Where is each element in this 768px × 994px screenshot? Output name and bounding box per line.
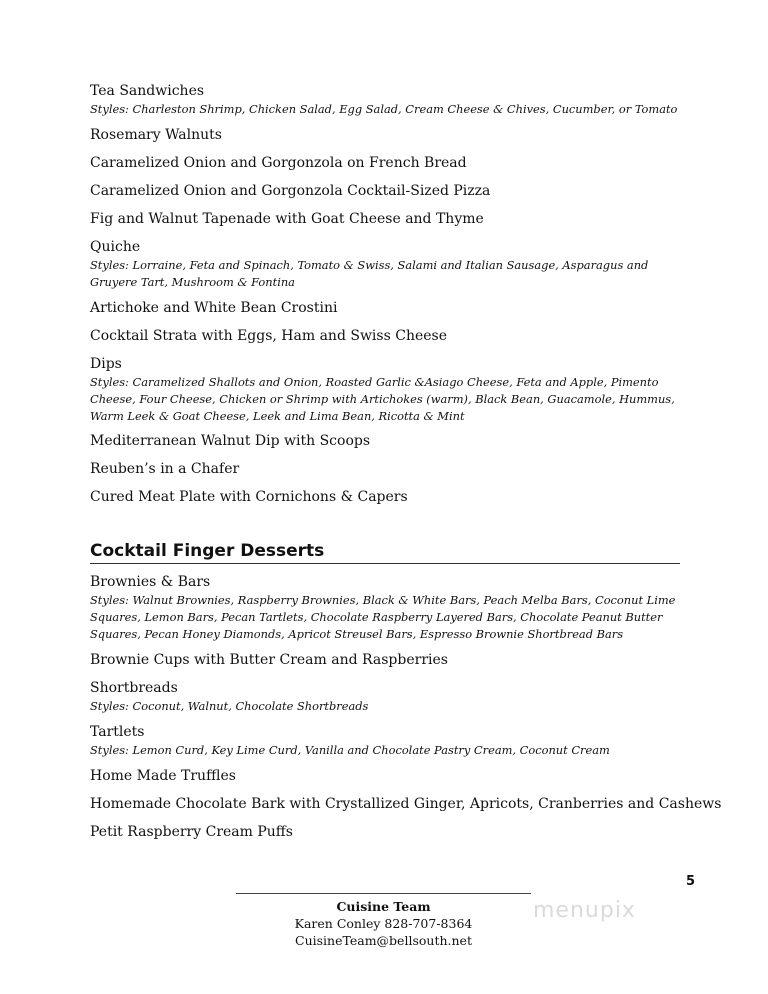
menu-item-chocolate-bark — [90, 795, 722, 813]
footer-email: CuisineTeam@bellsouth.net — [295, 933, 472, 948]
menu-item-cream-puffs — [90, 823, 690, 841]
menu-item-shortbreads — [90, 679, 690, 715]
menu-item-quiche — [90, 238, 690, 291]
footer-divider — [236, 893, 531, 894]
footer-team-name: Cuisine Team — [336, 899, 431, 914]
menu-item-name: Caramelized Onion and Gorgonzola Cocktail-Sized Pizza — [90, 183, 491, 199]
menu-item-styles: Styles: Caramelized Shallots and Onion, Roasted Garlic &Asiago Cheese, Feta and Apple, Pimento Cheese, Four Cheese, Chicken or Shrimp with Artichokes (warm), Black Bean, Guacamole, Hummus, Warm Leek & Goat Cheese, Leek and Lima Bean, Ricotta & Mint — [90, 375, 675, 423]
watermark-logo: menupix — [533, 898, 636, 923]
menu-item-artichoke-crostini — [90, 299, 690, 317]
menu-item-name: Home Made Truffles — [90, 768, 236, 784]
menu-item-name: Homemade Chocolate Bark with Crystallized Ginger, Apricots, Cranberries and Cashews — [90, 796, 722, 812]
menu-item-name: Petit Raspberry Cream Puffs — [90, 824, 293, 840]
menu-item-cured-meat-plate — [90, 488, 690, 506]
menu-item-brownie-cups — [90, 651, 690, 669]
menu-item-tartlets — [90, 723, 690, 759]
page-number: 5 — [686, 874, 696, 889]
menu-item-styles: Styles: Walnut Brownies, Raspberry Brownies, Black & White Bars, Peach Melba Bars, Coconut Lime Squares, Lemon Bars, Pecan Tartlets, Chocolate Raspberry Layered Bars, Chocolate Peanut Butter Squares, Pecan Honey Diamonds, Apricot Streusel Bars, Espresso Brownie Shortbread Bars — [90, 593, 676, 641]
menu-item-name: Rosemary Walnuts — [90, 127, 222, 143]
menu-item-name: Mediterranean Walnut Dip with Scoops — [90, 433, 371, 449]
menu-item-rosemary-walnuts — [90, 126, 690, 144]
menu-item-styles: Styles: Lemon Curd, Key Lime Curd, Vanilla and Chocolate Pastry Cream, Coconut Cream — [90, 743, 610, 757]
menu-item-name: Brownie Cups with Butter Cream and Raspberries — [90, 652, 448, 668]
menu-item-brownies-bars — [90, 573, 690, 643]
section-title-desserts: Cocktail Finger Desserts — [90, 540, 680, 564]
menu-item-styles: Styles: Coconut, Walnut, Chocolate Shortbreads — [90, 699, 369, 713]
footer-contact: Karen Conley 828-707-8364 — [294, 916, 473, 931]
menu-item-cocktail-strata — [90, 327, 690, 345]
menu-item-reubens — [90, 460, 690, 478]
menu-item-name: Brownies & Bars — [90, 574, 211, 590]
menu-item-name: Dips — [90, 356, 122, 372]
menu-item-onion-gorgonzola-pizza — [90, 182, 690, 200]
menu-item-name: Reuben’s in a Chafer — [90, 461, 240, 477]
menu-item-name: Tartlets — [90, 724, 145, 740]
menu-item-name: Fig and Walnut Tapenade with Goat Cheese and Thyme — [90, 211, 484, 227]
menu-item-name: Quiche — [90, 239, 141, 255]
menu-item-styles: Styles: Lorraine, Feta and Spinach, Tomato & Swiss, Salami and Italian Sausage, Asparagus and Gruyere Tart, Mushroom & Fontina — [90, 258, 649, 289]
menu-item-fig-walnut-tapenade — [90, 210, 690, 228]
menu-item-name: Shortbreads — [90, 680, 178, 696]
menu-item-name: Cured Meat Plate with Cornichons & Capers — [90, 489, 408, 505]
menu-item-truffles — [90, 767, 690, 785]
menu-item-onion-gorgonzola-bread — [90, 154, 690, 172]
menu-item-walnut-dip — [90, 432, 690, 450]
menu-item-name: Cocktail Strata with Eggs, Ham and Swiss Cheese — [90, 328, 447, 344]
menu-item-name: Artichoke and White Bean Crostini — [90, 300, 338, 316]
menu-item-name: Tea Sandwiches — [90, 83, 205, 99]
menu-item-dips — [90, 355, 690, 425]
menu-item-name: Caramelized Onion and Gorgonzola on French Bread — [90, 155, 467, 171]
menu-item-styles: Styles: Charleston Shrimp, Chicken Salad, Egg Salad, Cream Cheese & Chives, Cucumber, or Tomato — [90, 102, 678, 116]
menu-item-tea-sandwiches — [90, 82, 690, 118]
